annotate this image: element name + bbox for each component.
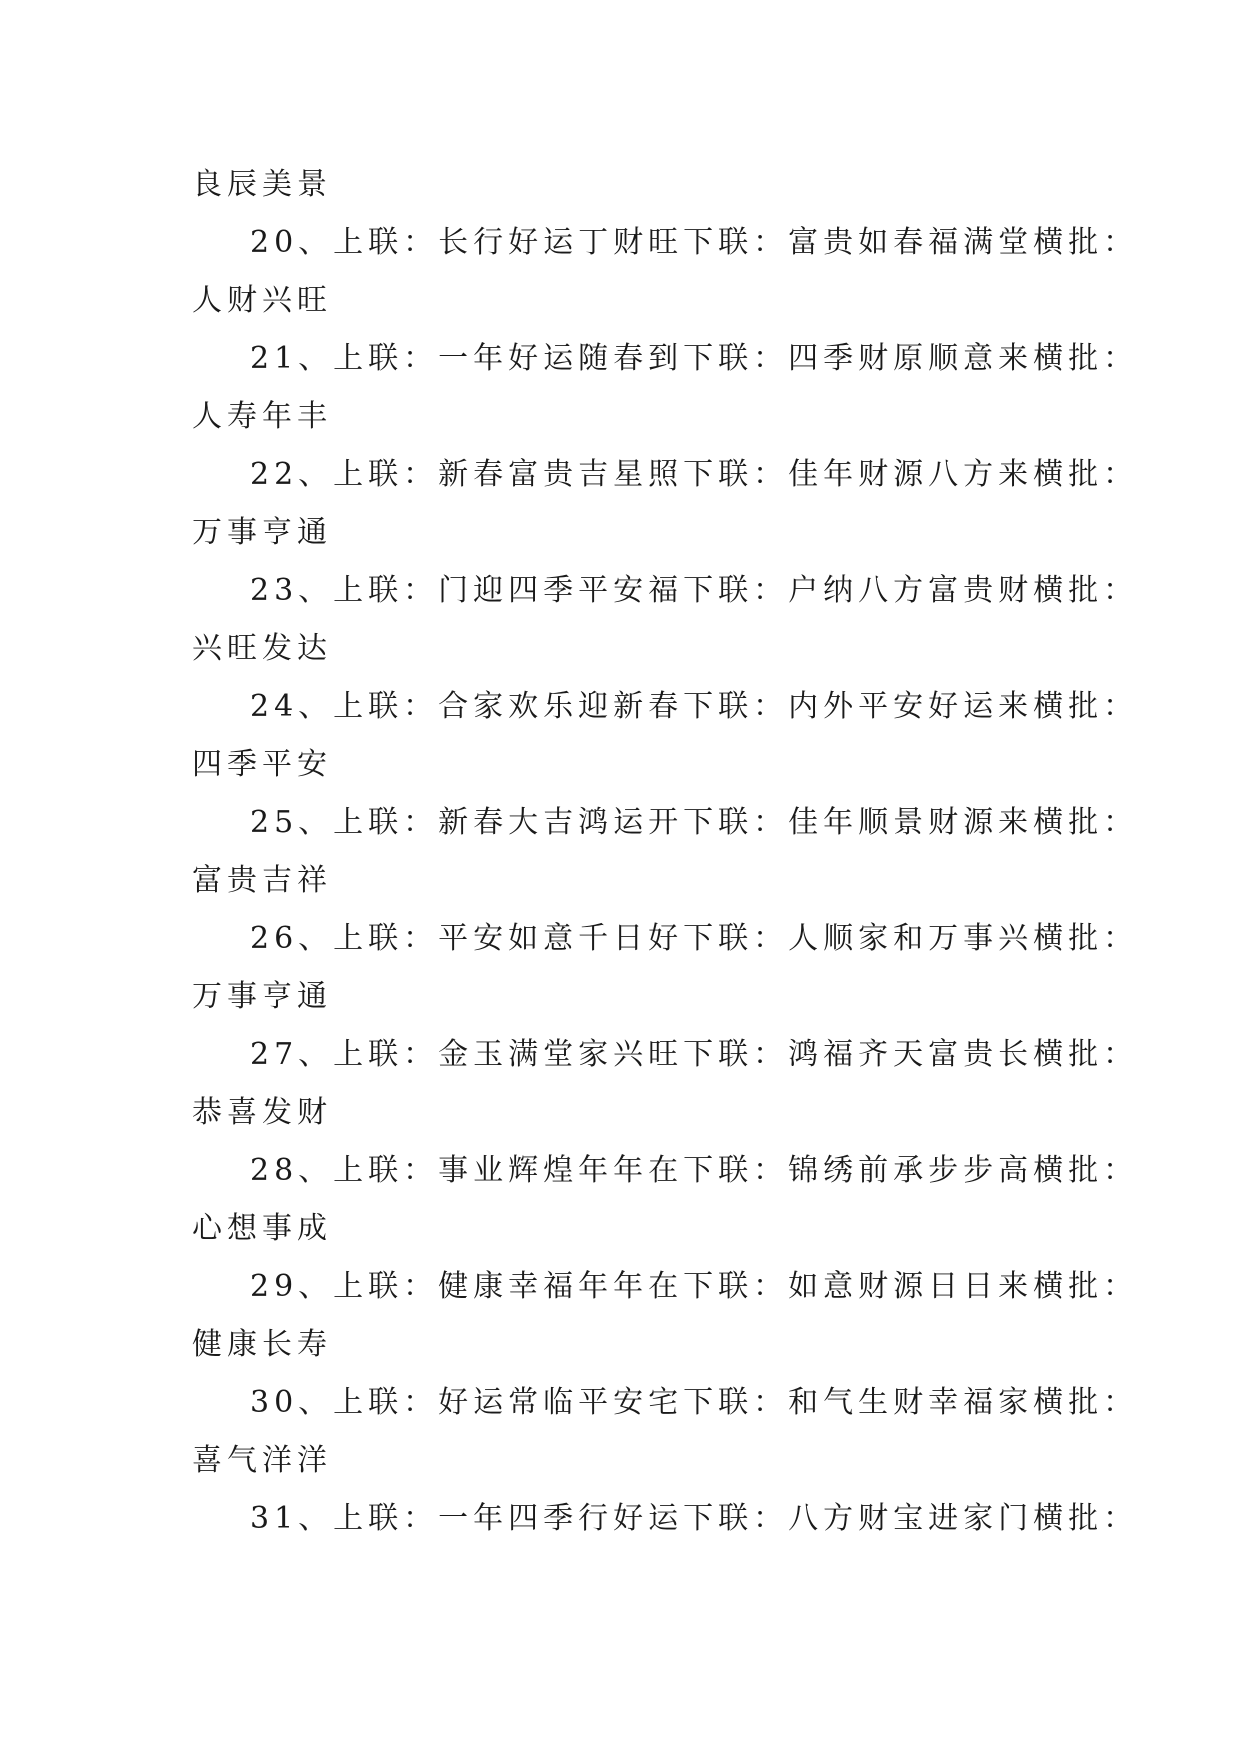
couplet-banner: 人财兴旺 xyxy=(192,283,332,318)
couplet-item xyxy=(192,1374,1139,1490)
couplet-banner: 万事亨通 xyxy=(192,515,332,550)
couplet-line: 29、上联：健康幸福年年在下联：如意财源日日来横批： xyxy=(250,1269,1139,1304)
couplet-banner: 恭喜发财 xyxy=(192,1095,332,1130)
document-body xyxy=(192,156,1139,1548)
couplet-line: 26、上联：平安如意千日好下联：人顺家和万事兴横批： xyxy=(250,921,1139,956)
couplet-line: 20、上联：长行好运丁财旺下联：富贵如春福满堂横批： xyxy=(250,225,1139,260)
couplet-line: 28、上联：事业辉煌年年在下联：锦绣前承步步高横批： xyxy=(250,1153,1139,1188)
couplet-line: 25、上联：新春大吉鸿运开下联：佳年顺景财源来横批： xyxy=(250,805,1139,840)
couplet-item xyxy=(192,1258,1139,1374)
couplet-item xyxy=(192,1026,1139,1142)
couplet-banner: 富贵吉祥 xyxy=(192,863,332,898)
couplet-line: 24、上联：合家欢乐迎新春下联：内外平安好运来横批： xyxy=(250,689,1139,724)
couplet-item xyxy=(192,446,1139,562)
couplet-banner: 人寿年丰 xyxy=(192,399,332,434)
couplet-banner: 兴旺发达 xyxy=(192,631,332,666)
couplet-line: 23、上联：门迎四季平安福下联：户纳八方富贵财横批： xyxy=(250,573,1139,608)
couplet-item xyxy=(192,1142,1139,1258)
couplet-line: 21、上联：一年好运随春到下联：四季财原顺意来横批： xyxy=(250,341,1139,376)
couplet-banner: 健康长寿 xyxy=(192,1327,332,1362)
couplet-item xyxy=(192,910,1139,1026)
couplet-item xyxy=(192,562,1139,678)
couplet-banner: 四季平安 xyxy=(192,747,332,782)
couplet-banner: 喜气洋洋 xyxy=(192,1443,332,1478)
continued-text: 良辰美景 xyxy=(192,167,332,202)
couplet-item xyxy=(192,1490,1139,1548)
couplet-line: 30、上联：好运常临平安宅下联：和气生财幸福家横批： xyxy=(250,1385,1139,1420)
couplet-item xyxy=(192,214,1139,330)
couplet-item xyxy=(192,330,1139,446)
couplet-line: 31、上联：一年四季行好运下联：八方财宝进家门横批： xyxy=(250,1501,1139,1536)
couplet-banner: 心想事成 xyxy=(192,1211,332,1246)
couplet-banner: 万事亨通 xyxy=(192,979,332,1014)
couplet-item xyxy=(192,678,1139,794)
couplet-item xyxy=(192,794,1139,910)
couplet-line: 27、上联：金玉满堂家兴旺下联：鸿福齐天富贵长横批： xyxy=(250,1037,1139,1072)
couplet-line: 22、上联：新春富贵吉星照下联：佳年财源八方来横批： xyxy=(250,457,1139,492)
